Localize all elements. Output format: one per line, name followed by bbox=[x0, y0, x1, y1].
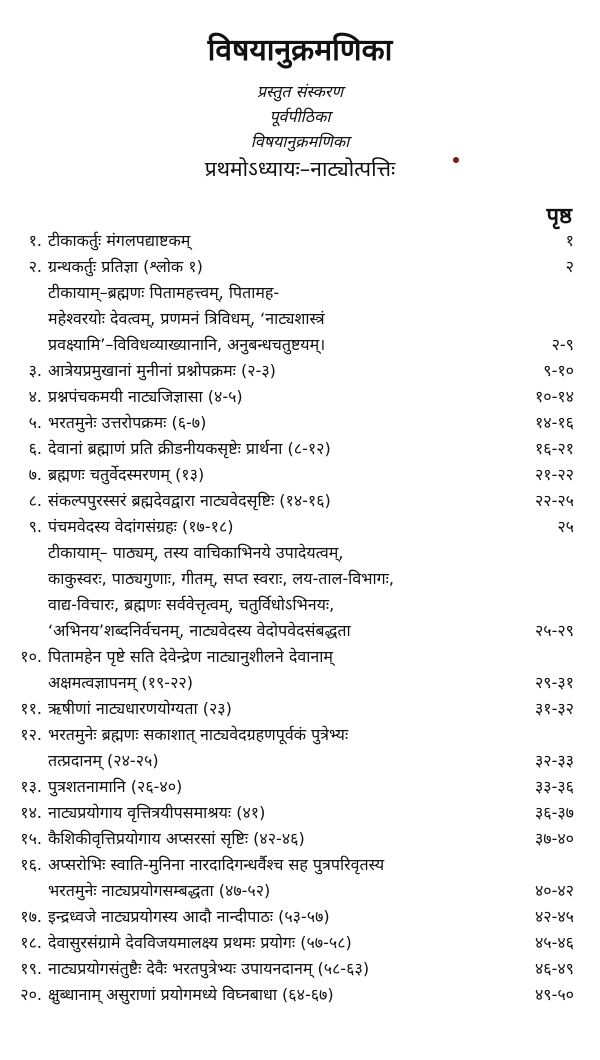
toc-entry bbox=[0, 904, 600, 930]
entry-text: इन्द्रध्वजे नाट्यप्रयोगस्य आदौ नान्दीपाठः (५३-५७) bbox=[48, 907, 330, 926]
entry-number: १७. bbox=[20, 907, 42, 926]
entry-text: टीकायाम्–ब्रह्मणः पितामहत्त्वम्, पितामह- bbox=[48, 283, 280, 302]
subtitle-index: विषयानुक्रमणिका bbox=[250, 132, 350, 151]
entry-page-number: ३६-३७ bbox=[534, 803, 574, 822]
toc-entry bbox=[0, 514, 600, 540]
entry-body bbox=[48, 514, 600, 540]
toc-entry bbox=[0, 644, 600, 696]
entry-text: काकुस्वरः, पाठ्यगुणाः, गीतम्, सप्त स्वराः, लय-ताल-विभागः, bbox=[48, 569, 394, 588]
toc-entry bbox=[0, 722, 600, 774]
toc-entry bbox=[0, 358, 600, 384]
entry-page-number: ४५-४६ bbox=[534, 933, 574, 952]
toc-entry bbox=[0, 540, 600, 644]
toc-entry bbox=[0, 254, 600, 280]
entry-body bbox=[48, 228, 600, 254]
entry-text: देवासुरसंग्रामे देवविजयमालक्ष्य प्रथमः प्रयोगः (५७-५८) bbox=[48, 933, 352, 952]
entry-body bbox=[48, 488, 600, 514]
entry-number: १. bbox=[28, 231, 42, 250]
entry-text: भरतमुनेः नाट्यप्रयोगसम्बद्धता (४७-५२) bbox=[48, 881, 271, 900]
entry-number: ५. bbox=[28, 413, 42, 432]
entry-number: ७. bbox=[28, 465, 42, 484]
entry-body bbox=[48, 436, 600, 462]
page-column-header: पृष्ठ bbox=[546, 204, 572, 229]
entry-page-number: २५-२९ bbox=[534, 621, 574, 640]
toc-entry bbox=[0, 462, 600, 488]
entry-page-number: २ bbox=[565, 257, 574, 276]
entry-page-number: ३३-३६ bbox=[534, 777, 574, 796]
entry-text: भरतमुनेः ब्रह्मणः सकाशात् नाट्यवेदग्रहणपूर्वकं पुत्रेभ्यः bbox=[48, 725, 349, 744]
entry-page-number: २२-२५ bbox=[534, 491, 574, 510]
toc-entry bbox=[0, 384, 600, 410]
toc-list bbox=[0, 228, 600, 1008]
entry-number: २०. bbox=[20, 985, 42, 1004]
entry-text: महेश्वरयोः देवत्वम्, प्रणमनं त्रिविधम्, ‘नाट्यशास्त्रं bbox=[48, 309, 325, 328]
page-title: विषयानुक्रमणिका bbox=[207, 33, 393, 68]
entry-body bbox=[48, 384, 600, 410]
entry-number: ४. bbox=[28, 387, 42, 406]
entry-text: प्रवक्ष्यामि’–विविधव्याख्यानानि, अनुबन्धचतुष्टयम्। bbox=[48, 335, 326, 354]
entry-number: ११. bbox=[20, 699, 42, 718]
toc-entry bbox=[0, 930, 600, 956]
entry-page-number: ४६-४९ bbox=[534, 959, 574, 978]
entry-number: ३. bbox=[28, 361, 42, 380]
entry-number: १४. bbox=[20, 803, 42, 822]
toc-entry bbox=[0, 696, 600, 722]
entry-body bbox=[48, 410, 600, 436]
entry-page-number: ३२-३३ bbox=[534, 751, 574, 770]
entry-page-number: १०-१४ bbox=[534, 387, 574, 406]
entry-page-number: ४०-४२ bbox=[534, 881, 574, 900]
entry-text: पितामहेन पृष्टे सति देवेन्द्रेण नाट्यानुशीलने देवानाम् bbox=[48, 647, 333, 666]
entry-text: टीकायाम्– पाठ्यम्, तस्य वाचिकाभिनये उपादेयत्वम्, bbox=[48, 543, 344, 562]
entry-number: १३. bbox=[20, 777, 42, 796]
entry-text: ‘अभिनय’शब्दनिर्वचनम्, नाट्यवेदस्य वेदोपवेदसंबद्धता bbox=[48, 621, 351, 640]
entry-text: टीकाकर्तुः मंगलपद्याष्टकम् bbox=[48, 231, 191, 250]
entry-page-number: ३१-३२ bbox=[534, 699, 574, 718]
entry-text: अप्सरोभिः स्वाति-मुनिना नारदादिगन्धर्वैश्च सह पुत्रपरिवृतस्य bbox=[48, 855, 385, 874]
entry-body bbox=[48, 254, 600, 280]
toc-entry bbox=[0, 800, 600, 826]
entry-text: संकल्पपुरस्सरं ब्रह्मदेवद्वारा नाट्यवेदसृष्टिः (१४-१६) bbox=[48, 491, 331, 510]
entry-body bbox=[48, 852, 600, 904]
entry-page-number: २१-२२ bbox=[534, 465, 574, 484]
entry-number: १९. bbox=[20, 959, 42, 978]
entry-body bbox=[48, 826, 600, 852]
toc-entry bbox=[0, 228, 600, 254]
entry-number: ८. bbox=[28, 491, 42, 510]
entry-body bbox=[48, 644, 600, 696]
entry-number: ९. bbox=[28, 517, 42, 536]
entry-text: पुत्रशतनामानि (२६-४०) bbox=[48, 777, 183, 796]
entry-number: ६. bbox=[28, 439, 42, 458]
entry-body bbox=[48, 280, 600, 358]
toc-entry bbox=[0, 280, 600, 358]
toc-entry bbox=[0, 488, 600, 514]
entry-page-number: २९-३१ bbox=[534, 673, 574, 692]
entry-text: नाट्यप्रयोगाय वृत्तित्रयीपसमाश्रयः (४१) bbox=[48, 803, 266, 822]
entry-text: क्षुब्धानाम् असुराणां प्रयोगमध्ये विघ्नबाधा (६४-६७) bbox=[48, 985, 334, 1004]
toc-entry bbox=[0, 982, 600, 1008]
entry-text: देवानां ब्रह्माणं प्रति क्रीडनीयकसृष्टेः प्रार्थना (८-१२) bbox=[48, 439, 331, 458]
entry-body bbox=[48, 904, 600, 930]
entry-text: तत्प्रदानम् (२४-२५) bbox=[48, 751, 159, 770]
entry-text: ऋषीणां नाट्यधारणयोग्यता (२३) bbox=[48, 699, 232, 718]
toc-entry bbox=[0, 956, 600, 982]
entry-body bbox=[48, 462, 600, 488]
entry-page-number: १६-२१ bbox=[534, 439, 574, 458]
entry-text: ग्रन्थकर्तुः प्रतिज्ञा (श्लोक १) bbox=[48, 257, 203, 276]
entry-text: वाद्य-विचारः, ब्रह्मणः सर्ववेत्तृत्वम्, चतुर्विधोऽभिनयः, bbox=[48, 595, 335, 614]
entry-body bbox=[48, 982, 600, 1008]
entry-text: अक्षमत्वज्ञापनम् (१९-२२) bbox=[48, 673, 193, 692]
subtitle-edition: प्रस्तुत संस्करण bbox=[256, 82, 344, 101]
entry-number: १५. bbox=[20, 829, 42, 848]
entry-page-number: ४२-४५ bbox=[534, 907, 574, 926]
entry-text: पंचमवेदस्य वेदांगसंग्रहः (१७-१८) bbox=[48, 517, 234, 536]
entry-number: १०. bbox=[20, 647, 42, 666]
entry-page-number: ३७-४० bbox=[534, 829, 574, 848]
entry-text: ब्रह्मणः चतुर्वेदस्मरणम् (१३) bbox=[48, 465, 205, 484]
entry-text: नाट्यप्रयोगसंतुष्टैः देवैः भरतपुत्रेभ्यः उपायनदानम् (५८-६३) bbox=[48, 959, 370, 978]
entry-page-number: ४९-५० bbox=[534, 985, 574, 1004]
entry-number: १६. bbox=[20, 855, 42, 874]
entry-text: प्रश्नपंचकमयी नाट्यजिज्ञासा (४-५) bbox=[48, 387, 243, 406]
toc-entry bbox=[0, 774, 600, 800]
chapter-heading: प्रथमोऽध्यायः–नाट्योत्पत्तिः bbox=[204, 157, 396, 181]
entry-number: १८. bbox=[20, 933, 42, 952]
entry-number: १२. bbox=[20, 725, 42, 744]
entry-number: २. bbox=[28, 257, 42, 276]
entry-body bbox=[48, 774, 600, 800]
entry-body bbox=[48, 956, 600, 982]
toc-entry bbox=[0, 826, 600, 852]
entry-page-number: ९-१० bbox=[543, 361, 574, 380]
entry-body bbox=[48, 722, 600, 774]
ink-dot bbox=[453, 157, 459, 163]
entry-body bbox=[48, 800, 600, 826]
entry-text: आत्रेयप्रमुखानां मुनीनां प्रश्नोपक्रमः (२-३) bbox=[48, 361, 276, 380]
toc-entry bbox=[0, 436, 600, 462]
entry-page-number: २-९ bbox=[551, 335, 574, 354]
subtitle-preface: पूर्वपीठिका bbox=[269, 107, 331, 126]
entry-page-number: १४-१६ bbox=[534, 413, 574, 432]
entry-page-number: २५ bbox=[557, 517, 574, 536]
entry-body bbox=[48, 930, 600, 956]
entry-text: भरतमुनेः उत्तरोपक्रमः (६-७) bbox=[48, 413, 207, 432]
toc-entry bbox=[0, 852, 600, 904]
entry-text: कैशिकीवृत्तिप्रयोगाय अप्सरसां सृष्टिः (४२-४६) bbox=[48, 829, 305, 848]
entry-body bbox=[48, 696, 600, 722]
entry-page-number: १ bbox=[565, 231, 574, 250]
entry-body bbox=[48, 358, 600, 384]
toc-entry bbox=[0, 410, 600, 436]
entry-body bbox=[48, 540, 600, 644]
